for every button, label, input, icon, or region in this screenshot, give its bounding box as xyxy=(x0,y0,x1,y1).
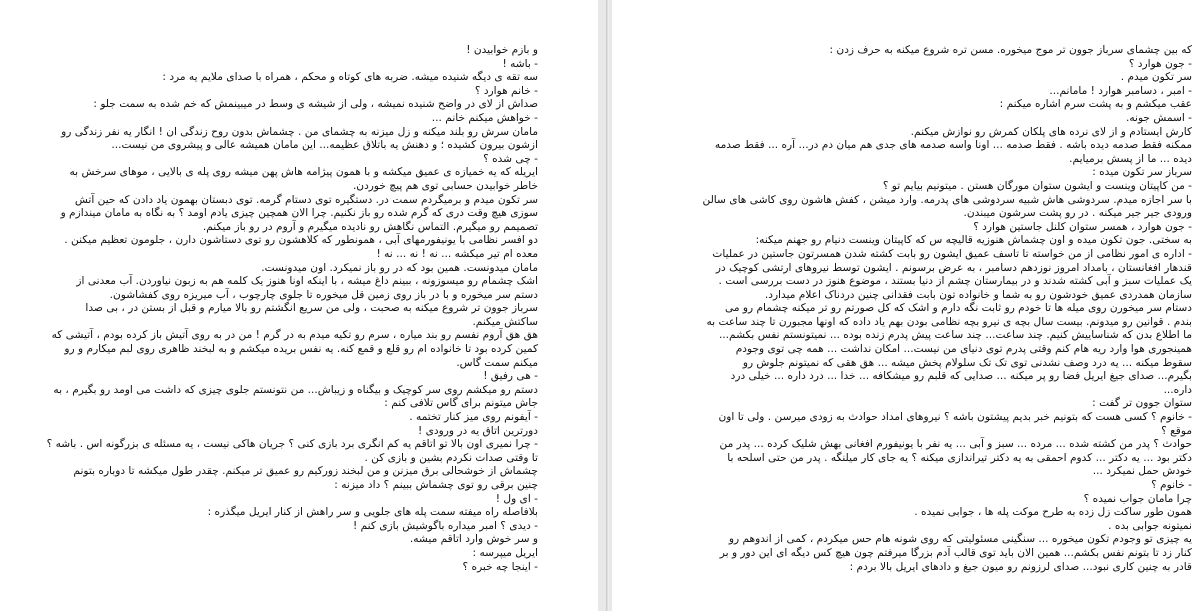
text-line: معده ام تیر میکشه ... نه ! نه ... نه ! xyxy=(376,247,538,260)
text-line: بگیرم... صدای جیغ ایریل فضا رو پر میکنه ... صدایی که قلبم رو میشکافه ... خدا ... درد داره ... خیلی درد xyxy=(730,370,1192,383)
text-line: هق هق آروم نفسم رو بند میاره ، سرم رو تکیه میدم به در گرم ! من در به روی آتیش باز کرده بودم ، آتیشی که xyxy=(51,329,538,342)
text-line: سوزی هیچ وقت دری که گرم شده رو باز نکنیم. چرا الان همچین چیزی یادم اومد ؟ به نگاه به مامان میندازم و xyxy=(60,207,538,220)
text-line: - من کاپیتان وینست و ایشون ستوان مورگان هستن . میتونیم بیایم تو ؟ xyxy=(882,179,1192,192)
text-line: - جون هوارد ؟ xyxy=(1128,57,1192,70)
text-line: تصمیمم رو میگیرم. التماس نگاهش رو نادیده میگیرم و آروم در رو باز میکنم. xyxy=(202,220,538,233)
text-line: تا وقتی صدات نکردم بشین و بازی کن . xyxy=(364,451,538,464)
text-line: - خواهش میکنم خانم ... xyxy=(431,111,538,124)
text-line: یک عملیات سبز و آبی کشته شدند و در بیمارستان چشم از دنیا بستند ، موضوع هنوز در دست بررسی است . xyxy=(718,275,1192,288)
text-line: چنین برقی رو توی چشماش ببینم ؟ داد میزنه : xyxy=(334,479,538,491)
text-line: ممکنه فقط صدمه دیده باشه . فقط صدمه ... اونا واسه صدمه های جدی هم میان دم در... آره ... فقط صدمه xyxy=(714,139,1192,152)
text-line: کارش ایستادم و از لای نرده های پلکان کمرش رو نوازش میکنم. xyxy=(910,125,1192,138)
text-line: جاش میتونم برای گاس تلافی کنم : xyxy=(384,397,538,410)
text-line: - جون هوارد ، همسر ستوان کلنل جاستین هوارد ؟ xyxy=(973,220,1192,233)
text-line: ازشون بیرون کشیده ؛ و دهنش یه باتلاق عظیمه... این مامان همیشه عالی و پیشروی من نیست... xyxy=(111,139,538,152)
text-line: - اینجا چه خبره ؟ xyxy=(462,560,538,573)
left-page-text xyxy=(26,44,538,574)
text-line: قادر به چنین کاری نبود... صدای لرزونم رو میون جیغ و دادهای ایریل بالا بردم : xyxy=(849,560,1192,573)
text-line: موقع ؟ xyxy=(1161,424,1192,437)
text-line: حوادث ؟ پدر من کشته شده ... مرده ... سبز و آبی ... یه نفر با یونیفورم افغانی بهش شلیک کرده ... پدر من xyxy=(719,438,1192,451)
text-line: قندهار افغانستان ، بامداد امروز نوزدهم دسامبر ، به عرض برسونم . ایشون توسط نیروهای ارتشی کوچیک در xyxy=(715,261,1192,274)
text-line: - چی شده ؟ xyxy=(483,152,538,165)
text-line: سرباز جوون تر شروع میکنه به صحبت ، ولی من سریع انگشتم رو بالا میارم و قبل از بستن در ، بی صدا xyxy=(85,302,538,315)
text-line: میکنم سمت گاس. xyxy=(456,356,538,369)
text-line: صداش از لای در واضح شنیده نمیشه ، ولی از شیشه ی وسط در میبینمش که خم شده به سمت جلو : xyxy=(93,98,538,111)
text-line: سازمان همدردی عمیق خودشون رو به شما و خانواده تون بابت فقدانی چنین دردناک اعلام میدارد. xyxy=(764,288,1192,301)
text-line: مامان میدونست. همین بود که در رو باز نمیکرد. اون میدونست. xyxy=(261,261,538,274)
text-line: - خانوم ؟ کسی هست که بتونیم خبر بدیم پیشتون باشه ؟ نیروهای امداد حوادث به زودی میرسن . ولی تا اون xyxy=(718,411,1192,424)
text-line: با سر اجازه میدم. سردوشی هاش شبیه سردوشی های پدرمه. وارد میشن ، کفش هاشون روی کاشی های سالن xyxy=(702,193,1192,206)
text-line: - باشه ! xyxy=(502,57,538,70)
right-page-text xyxy=(692,44,1192,574)
text-line: بلافاصله راه میفته سمت پله های جلویی و سر راهش از کنار ایریل میگذره : xyxy=(207,506,538,519)
text-line: خودش حمل نمیکرد ... xyxy=(1092,465,1192,478)
text-line: - اداره ی امور نظامی از من خواسته تا تاسف عمیق ایشون رو بابت کشته شدن همسرتون جاستین در عملیات xyxy=(712,247,1192,260)
text-line: - خانوم ؟ xyxy=(1151,479,1192,491)
page-divider xyxy=(606,0,609,611)
text-line: - هی رفیق ! xyxy=(483,370,538,383)
text-line: سر تکون میدم و برمیگردم سمت در. دستگیره توی دستام گرمه. توی دبستان بهمون یاد دادن که حین آتش xyxy=(74,193,538,206)
text-line: ورودی جیر جیر میکنه . در رو پشت سرشون میبندن. xyxy=(963,207,1192,220)
text-line: که بین چشمای سرباز جوون تر موج میخوره. مسن تره شروع میکنه به حرف زدن : xyxy=(829,44,1192,56)
text-line: به سختی. جون تکون میده و اون چشماش هنوزیه قالیچه س که کاپیتان وینست دنیام رو جهنم میکنه: xyxy=(755,234,1192,247)
text-line: دکتر بود ... یه دکتر ... کدوم احمقی به یه دکتر تیراندازی میکنه ؟ یه جای کار میلنگه . پدر من حتی اسلحه با xyxy=(727,451,1192,464)
text-line: مامان سرش رو بلند میکنه و زل میزنه به چشمای من . چشماش بدون روح زندگی ان ! انگار یه نفر زندگی رو xyxy=(61,125,538,138)
text-line: همون طور ساکت زل زده به طرح موکت پله ها ، جوابی نمیده . xyxy=(914,506,1192,519)
text-line: همینجوری هوا وارد ریه هام کنم وقتی پدرم توی دنیای من نیست... امکان نداشت ... همه چی توی وجودم xyxy=(735,343,1192,356)
text-line: دستم رو میکشم روی سر کوچیک و بیگناه و زیباش... من نتونستم جلوی چیزی که داشت می اومد رو بگیرم ، به xyxy=(53,383,538,396)
text-line: دو افسر نظامی با یونیفورمهای آبی ، همونطور که کلاهشون رو توی دستاشون دارن ، جلومون تعظیم میکنن . xyxy=(64,234,538,247)
text-line: ایریل میپرسه : xyxy=(472,546,538,559)
text-line: - چرا نمیری اون بالا تو اتاقم یه کم انگری برد بازی کنی ؟ جریان هاکی نیست ، یه مسئله ی بزرگونه اس . باشه ؟ xyxy=(46,438,538,451)
text-line: سه تقه ی دیگه شنیده میشه. ضربه های کوتاه و محکم ، همراه با صدای ملایم یه مرد : xyxy=(162,71,538,84)
text-line: بندم . قوانین رو میدونم. بیست سال بچه ی نیرو بچه نظامی بودن بهم یاد داده که اونها مجبورن تا چند ساعت به xyxy=(706,315,1192,328)
text-line: خاطر خوابیدن حسابی توی هم پیچ خوردن. xyxy=(352,179,538,192)
text-line: چشماش از خوشحالی برق میزنن و من لبخند زورکیم رو عمیق تر میکنم. چقدر طول میکشه تا دوباره بتونم xyxy=(73,465,538,478)
text-line: - دیدی ؟ امبر میداره باگوشیش بازی کنم ! xyxy=(353,519,538,532)
text-line: دستام سر میخورن روی میله ها تا خودم رو ثابت نگه دارم و اشک که کل صورتم رو تر میکنه چشمام رو می xyxy=(725,302,1192,315)
text-line: ساکتش میکنم. xyxy=(472,315,538,328)
text-line: نمیتونه جوابی بده . xyxy=(1108,519,1192,532)
text-line: چرا مامان جواب نمیده ؟ xyxy=(1083,492,1192,505)
right-page xyxy=(612,0,1199,611)
text-line: سر تکون میدم . xyxy=(1120,71,1192,84)
text-line: داره... xyxy=(1163,383,1192,396)
text-line: کمین کرده بود تا خانواده ام رو قلع و قمع کنه. یه نفس بریده میکشم و به لبخند ظاهری روی لبم میکارم و رو xyxy=(64,343,538,356)
text-line: - امبر ، دسامبر هوارد ! مامانم... xyxy=(1049,84,1192,97)
text-line: دیده ... ما از پسش برمیایم. xyxy=(1069,152,1192,165)
text-line: عقب میکشم و به پشت سرم اشاره میکنم : xyxy=(999,98,1192,111)
text-line: - ای ول ! xyxy=(495,492,538,505)
text-line: ستوان جوون تر گفت : xyxy=(1092,397,1192,410)
text-line: ما اطلاع بدن که شناساییش کنیم. چند ساعت... چند ساعت پیش پدرم زنده بوده ... نمیتونستم نفس بکشم... xyxy=(718,329,1192,342)
text-line: - آیفونم روی میز کنار تختمه . xyxy=(409,411,538,424)
text-line: - خانم هوارد ؟ xyxy=(474,84,538,97)
text-line: دستم سر میخوره و با در باز روی زمین قل میخوره تا جلوی چارچوب ، آب میریزه روی کفشاشون. xyxy=(109,288,538,301)
text-line: ایریله که یه خمیازه ی عمیق میکشه و با همون پیژامه هاش پهن میشه روی پله ی بالایی ، موهای سرخش به xyxy=(69,166,538,179)
text-line: یه چیزی تو وجودم تکون میخوره ... سنگینی مسئولیتی که روی شونه هام حس میکردم ، کمی از اندوهم رو xyxy=(728,533,1192,546)
text-line: سرباز سر تکون میده : xyxy=(1092,166,1192,179)
text-line: دورترین اتاق یه در ورودی ! xyxy=(418,424,538,437)
text-line: و بازم خوابیدن ! xyxy=(466,44,538,56)
text-line: سقوط میکنه ... یه درد وصف نشدنی توی تک تک سلولام پخش میشه ... هق هقی که نمیتونم جلوش رو xyxy=(742,356,1192,369)
left-page xyxy=(0,0,598,611)
text-line: اشک چشمام رو میسوزونه ، ببینم داغ میشه ، با اینکه اونا هنوز یک کلمه هم به زبون نیاوردن. آب معدنی از xyxy=(76,275,538,288)
text-line: و سر خوش وارد اتاقم میشه. xyxy=(409,533,538,546)
text-line: - اسمش جونه. xyxy=(1125,111,1192,124)
text-line: کنار زد تا بتونم نفس بکشم... همین الان باید توی قالب آدم بزرگا میرفتم چون هیچ کس دیگه ای این دور و بر xyxy=(719,546,1192,559)
